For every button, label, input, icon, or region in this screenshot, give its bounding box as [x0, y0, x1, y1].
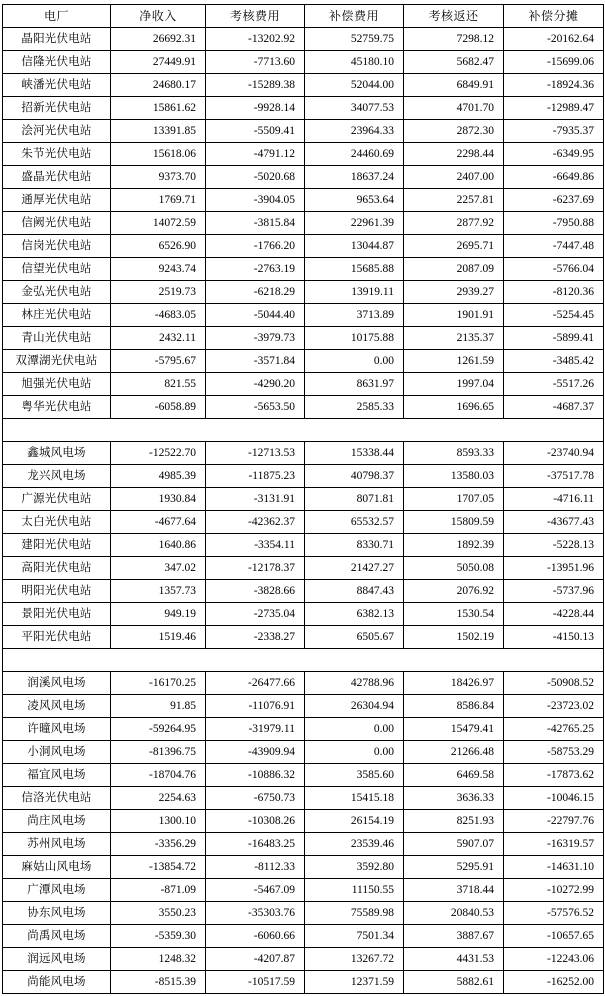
table-row[interactable] [3, 879, 604, 902]
cell-compensation-share: -13951.96 [504, 557, 604, 580]
cell-assessment-cost: -16483.25 [206, 833, 305, 856]
cell-assessment-cost: -4207.87 [206, 948, 305, 971]
column-header-assessment-cost: 考核费用 [206, 5, 305, 28]
table-row[interactable] [3, 787, 604, 810]
cell-assessment-cost: -8112.33 [206, 856, 305, 879]
table-row[interactable] [3, 511, 604, 534]
cell-assessment-return: 15809.59 [404, 511, 504, 534]
table-row[interactable] [3, 373, 604, 396]
cell-compensation-share: -12243.06 [504, 948, 604, 971]
cell-net-income: -6058.89 [111, 396, 206, 419]
cell-net-income: 1519.46 [111, 626, 206, 649]
table-row[interactable] [3, 741, 604, 764]
cell-compensation-share: -58753.29 [504, 741, 604, 764]
cell-net-income: 24680.17 [111, 74, 206, 97]
cell-net-income: -59264.95 [111, 718, 206, 741]
cell-assessment-return: 5907.07 [404, 833, 504, 856]
cell-compensation-cost: 15685.88 [305, 258, 404, 281]
table-row[interactable] [3, 925, 604, 948]
cell-assessment-return: 1997.04 [404, 373, 504, 396]
cell-compensation-cost: 22961.39 [305, 212, 404, 235]
cell-assessment-return: 5682.47 [404, 51, 504, 74]
cell-assessment-cost: -5509.41 [206, 120, 305, 143]
cell-plant-name: 通厚光伏电站 [3, 189, 111, 212]
cell-net-income: 821.55 [111, 373, 206, 396]
cell-compensation-share: -43677.43 [504, 511, 604, 534]
cell-compensation-cost: 10175.88 [305, 327, 404, 350]
cell-plant-name: 林庄光伏电站 [3, 304, 111, 327]
header-row [3, 5, 604, 28]
cell-plant-name: 明阳光伏电站 [3, 580, 111, 603]
cell-net-income: 4985.39 [111, 465, 206, 488]
cell-compensation-share: -10657.65 [504, 925, 604, 948]
cell-assessment-return: 20840.53 [404, 902, 504, 925]
cell-assessment-cost: -2338.27 [206, 626, 305, 649]
table-row[interactable] [3, 166, 604, 189]
cell-assessment-cost: -12178.37 [206, 557, 305, 580]
cell-assessment-cost: -1766.20 [206, 235, 305, 258]
cell-compensation-share: -18924.36 [504, 74, 604, 97]
cell-assessment-cost: -3131.91 [206, 488, 305, 511]
cell-assessment-return: 1707.05 [404, 488, 504, 511]
cell-net-income: 9373.70 [111, 166, 206, 189]
cell-plant-name: 招新光伏电站 [3, 97, 111, 120]
cell-assessment-cost: -13202.92 [206, 28, 305, 51]
cell-compensation-share: -5899.41 [504, 327, 604, 350]
cell-plant-name: 信隆光伏电站 [3, 51, 111, 74]
cell-assessment-return: 5295.91 [404, 856, 504, 879]
cell-compensation-share: -14631.10 [504, 856, 604, 879]
table-body [3, 28, 604, 994]
cell-assessment-cost: -7713.60 [206, 51, 305, 74]
cell-compensation-share: -23723.02 [504, 695, 604, 718]
cell-plant-name: 鑫城风电场 [3, 442, 111, 465]
cell-compensation-share: -50908.52 [504, 672, 604, 695]
table-row[interactable] [3, 833, 604, 856]
cell-plant-name: 朱节光伏电站 [3, 143, 111, 166]
cell-assessment-return: 13580.03 [404, 465, 504, 488]
cell-net-income: 2432.11 [111, 327, 206, 350]
cell-compensation-cost: 6505.67 [305, 626, 404, 649]
cell-assessment-return: 5882.61 [404, 971, 504, 994]
cell-plant-name: 凌风风电场 [3, 695, 111, 718]
cell-plant-name: 峡潘光伏电站 [3, 74, 111, 97]
cell-compensation-cost: 65532.57 [305, 511, 404, 534]
table-row[interactable] [3, 28, 604, 51]
cell-compensation-share: -5737.96 [504, 580, 604, 603]
cell-net-income: -5359.30 [111, 925, 206, 948]
cell-net-income: 1300.10 [111, 810, 206, 833]
cell-compensation-cost: 23539.46 [305, 833, 404, 856]
cell-net-income: 26692.31 [111, 28, 206, 51]
table-row[interactable] [3, 74, 604, 97]
cell-assessment-cost: -10886.32 [206, 764, 305, 787]
cell-net-income: -16170.25 [111, 672, 206, 695]
table-row[interactable] [3, 810, 604, 833]
cell-compensation-cost: 23964.33 [305, 120, 404, 143]
cell-net-income: -12522.70 [111, 442, 206, 465]
table-row[interactable] [3, 764, 604, 787]
table-row[interactable] [3, 465, 604, 488]
cell-compensation-share: -15699.06 [504, 51, 604, 74]
cell-net-income: 91.85 [111, 695, 206, 718]
cell-assessment-return: 2407.00 [404, 166, 504, 189]
cell-plant-name: 苏州风电场 [3, 833, 111, 856]
cell-plant-name: 尚禹风电场 [3, 925, 111, 948]
cell-assessment-cost: -3904.05 [206, 189, 305, 212]
cell-compensation-share: -5254.45 [504, 304, 604, 327]
cell-net-income: -13854.72 [111, 856, 206, 879]
table-group-separator-cell [3, 649, 604, 672]
cell-compensation-cost: 0.00 [305, 741, 404, 764]
cell-plant-name: 尚能风电场 [3, 971, 111, 994]
cell-assessment-return: 2087.09 [404, 258, 504, 281]
table-row[interactable] [3, 442, 604, 465]
cell-plant-name: 广潭风电场 [3, 879, 111, 902]
cell-net-income: 949.19 [111, 603, 206, 626]
cell-net-income: -5795.67 [111, 350, 206, 373]
cell-net-income: -81396.75 [111, 741, 206, 764]
cell-assessment-cost: -10517.59 [206, 971, 305, 994]
cell-compensation-share: -7950.88 [504, 212, 604, 235]
table-row[interactable] [3, 718, 604, 741]
cell-net-income: 27449.91 [111, 51, 206, 74]
cell-compensation-share: -6237.69 [504, 189, 604, 212]
cell-assessment-return: 18426.97 [404, 672, 504, 695]
table-group-separator [3, 419, 604, 442]
cell-compensation-cost: 45180.10 [305, 51, 404, 74]
cell-compensation-share: -4228.44 [504, 603, 604, 626]
cell-compensation-share: -16319.57 [504, 833, 604, 856]
cell-compensation-share: -37517.78 [504, 465, 604, 488]
column-header-compensation-share: 补偿分摊 [504, 5, 604, 28]
cell-compensation-share: -6649.86 [504, 166, 604, 189]
cell-assessment-cost: -26477.66 [206, 672, 305, 695]
cell-assessment-cost: -15289.38 [206, 74, 305, 97]
table-row[interactable] [3, 235, 604, 258]
cell-plant-name: 太白光伏电站 [3, 511, 111, 534]
cell-compensation-share: -5766.04 [504, 258, 604, 281]
cell-compensation-cost: 3592.80 [305, 856, 404, 879]
cell-net-income: -4677.64 [111, 511, 206, 534]
table-group-separator [3, 649, 604, 672]
cell-compensation-cost: 75589.98 [305, 902, 404, 925]
cell-compensation-cost: 13919.11 [305, 281, 404, 304]
cell-assessment-return: 4701.70 [404, 97, 504, 120]
cell-compensation-cost: 3713.89 [305, 304, 404, 327]
table-row[interactable] [3, 143, 604, 166]
cell-assessment-cost: -10308.26 [206, 810, 305, 833]
table-row[interactable] [3, 557, 604, 580]
table-row[interactable] [3, 626, 604, 649]
cell-plant-name: 协东风电场 [3, 902, 111, 925]
table-row[interactable] [3, 350, 604, 373]
cell-compensation-share: -22797.76 [504, 810, 604, 833]
cell-compensation-cost: 21427.27 [305, 557, 404, 580]
table-row[interactable] [3, 971, 604, 994]
cell-assessment-cost: -2735.04 [206, 603, 305, 626]
cell-compensation-cost: 8330.71 [305, 534, 404, 557]
cell-assessment-cost: -6218.29 [206, 281, 305, 304]
cell-plant-name: 盛晶光伏电站 [3, 166, 111, 189]
cell-compensation-cost: 9653.64 [305, 189, 404, 212]
cell-compensation-share: -7447.48 [504, 235, 604, 258]
cell-net-income: 1248.32 [111, 948, 206, 971]
cell-assessment-return: 2872.30 [404, 120, 504, 143]
cell-compensation-share: -8120.36 [504, 281, 604, 304]
cell-assessment-return: 6469.58 [404, 764, 504, 787]
cell-plant-name: 晶阳光伏电站 [3, 28, 111, 51]
cell-net-income: -4683.05 [111, 304, 206, 327]
table-row[interactable] [3, 304, 604, 327]
cell-compensation-cost: 26154.19 [305, 810, 404, 833]
cell-assessment-cost: -4290.20 [206, 373, 305, 396]
table-row[interactable] [3, 51, 604, 74]
cell-plant-name: 麻姑山风电场 [3, 856, 111, 879]
cell-plant-name: 信阙光伏电站 [3, 212, 111, 235]
cell-compensation-share: -57576.52 [504, 902, 604, 925]
cell-compensation-share: -4150.13 [504, 626, 604, 649]
cell-assessment-return: 3636.33 [404, 787, 504, 810]
cell-plant-name: 尚庄风电场 [3, 810, 111, 833]
cell-assessment-cost: -3815.84 [206, 212, 305, 235]
cell-compensation-cost: 18637.24 [305, 166, 404, 189]
cell-assessment-return: 2877.92 [404, 212, 504, 235]
cell-compensation-share: -5517.26 [504, 373, 604, 396]
cell-compensation-share: -12989.47 [504, 97, 604, 120]
cell-assessment-cost: -2763.19 [206, 258, 305, 281]
cell-compensation-share: -3485.42 [504, 350, 604, 373]
cell-assessment-return: 2135.37 [404, 327, 504, 350]
cell-assessment-return: 3718.44 [404, 879, 504, 902]
cell-assessment-return: 6849.91 [404, 74, 504, 97]
cell-compensation-cost: 2585.33 [305, 396, 404, 419]
table-row[interactable] [3, 603, 604, 626]
table-row[interactable] [3, 534, 604, 557]
cell-compensation-cost: 3585.60 [305, 764, 404, 787]
cell-plant-name: 景阳光伏电站 [3, 603, 111, 626]
cell-assessment-cost: -5044.40 [206, 304, 305, 327]
cell-net-income: 1769.71 [111, 189, 206, 212]
cell-assessment-cost: -3354.11 [206, 534, 305, 557]
cell-assessment-return: 8593.33 [404, 442, 504, 465]
cell-compensation-cost: 8847.43 [305, 580, 404, 603]
cell-compensation-cost: 13267.72 [305, 948, 404, 971]
cell-assessment-return: 5050.08 [404, 557, 504, 580]
cell-compensation-cost: 7501.34 [305, 925, 404, 948]
table-row[interactable] [3, 948, 604, 971]
cell-assessment-cost: -42362.37 [206, 511, 305, 534]
cell-assessment-return: 2076.92 [404, 580, 504, 603]
table-row[interactable] [3, 672, 604, 695]
table-row[interactable] [3, 580, 604, 603]
cell-assessment-return: 7298.12 [404, 28, 504, 51]
cell-compensation-share: -23740.94 [504, 442, 604, 465]
cell-net-income: 9243.74 [111, 258, 206, 281]
cell-compensation-cost: 12371.59 [305, 971, 404, 994]
cell-net-income: 2254.63 [111, 787, 206, 810]
cell-compensation-share: -10272.99 [504, 879, 604, 902]
table-row[interactable] [3, 97, 604, 120]
cell-compensation-cost: 6382.13 [305, 603, 404, 626]
cell-assessment-return: 1530.54 [404, 603, 504, 626]
cell-assessment-cost: -5653.50 [206, 396, 305, 419]
cell-compensation-cost: 0.00 [305, 718, 404, 741]
cell-assessment-cost: -3571.84 [206, 350, 305, 373]
cell-compensation-cost: 24460.69 [305, 143, 404, 166]
cell-net-income: 15618.06 [111, 143, 206, 166]
cell-net-income: 14072.59 [111, 212, 206, 235]
cell-net-income: -8515.39 [111, 971, 206, 994]
cell-assessment-return: 15479.41 [404, 718, 504, 741]
cell-net-income: 347.02 [111, 557, 206, 580]
cell-compensation-share: -17873.62 [504, 764, 604, 787]
cell-assessment-return: 2695.71 [404, 235, 504, 258]
cell-net-income: 1640.86 [111, 534, 206, 557]
cell-compensation-cost: 52044.00 [305, 74, 404, 97]
cell-assessment-cost: -3828.66 [206, 580, 305, 603]
cell-assessment-return: 2298.44 [404, 143, 504, 166]
cell-plant-name: 信洛光伏电站 [3, 787, 111, 810]
cell-compensation-cost: 52759.75 [305, 28, 404, 51]
cell-compensation-cost: 34077.53 [305, 97, 404, 120]
column-header-compensation-cost: 补偿费用 [305, 5, 404, 28]
cell-compensation-share: -16252.00 [504, 971, 604, 994]
cell-assessment-cost: -9928.14 [206, 97, 305, 120]
cell-assessment-cost: -3979.73 [206, 327, 305, 350]
table-row[interactable] [3, 120, 604, 143]
table-row[interactable] [3, 488, 604, 511]
cell-assessment-cost: -6750.73 [206, 787, 305, 810]
table-row[interactable] [3, 212, 604, 235]
cell-assessment-return: 2939.27 [404, 281, 504, 304]
table-row[interactable] [3, 902, 604, 925]
cell-compensation-cost: 15415.18 [305, 787, 404, 810]
cell-compensation-cost: 15338.44 [305, 442, 404, 465]
cell-compensation-cost: 0.00 [305, 350, 404, 373]
cell-assessment-cost: -5020.68 [206, 166, 305, 189]
cell-plant-name: 旭强光伏电站 [3, 373, 111, 396]
table-row[interactable] [3, 281, 604, 304]
cell-compensation-share: -20162.64 [504, 28, 604, 51]
column-header-assessment-return: 考核返还 [404, 5, 504, 28]
cell-assessment-return: 4431.53 [404, 948, 504, 971]
cell-net-income: 6526.90 [111, 235, 206, 258]
cell-compensation-cost: 13044.87 [305, 235, 404, 258]
table-group-separator-cell [3, 419, 604, 442]
cell-compensation-cost: 26304.94 [305, 695, 404, 718]
cell-plant-name: 信望光伏电站 [3, 258, 111, 281]
column-header-plant: 电厂 [3, 5, 111, 28]
cell-plant-name: 小洞风电场 [3, 741, 111, 764]
cell-plant-name: 建阳光伏电站 [3, 534, 111, 557]
cell-plant-name: 龙兴风电场 [3, 465, 111, 488]
cell-net-income: -871.09 [111, 879, 206, 902]
cell-compensation-cost: 40798.37 [305, 465, 404, 488]
cell-plant-name: 福宜风电场 [3, 764, 111, 787]
power-plant-table [2, 4, 604, 994]
cell-net-income: -18704.76 [111, 764, 206, 787]
cell-assessment-cost: -6060.66 [206, 925, 305, 948]
cell-net-income: 1357.73 [111, 580, 206, 603]
cell-plant-name: 广源光伏电站 [3, 488, 111, 511]
cell-assessment-cost: -4791.12 [206, 143, 305, 166]
cell-compensation-cost: 8631.97 [305, 373, 404, 396]
cell-compensation-share: -42765.25 [504, 718, 604, 741]
cell-assessment-cost: -11875.23 [206, 465, 305, 488]
cell-net-income: 3550.23 [111, 902, 206, 925]
cell-compensation-share: -4716.11 [504, 488, 604, 511]
cell-assessment-return: 8251.93 [404, 810, 504, 833]
cell-compensation-share: -10046.15 [504, 787, 604, 810]
table-row[interactable] [3, 258, 604, 281]
cell-compensation-share: -6349.95 [504, 143, 604, 166]
cell-plant-name: 高阳光伏电站 [3, 557, 111, 580]
cell-assessment-return: 21266.48 [404, 741, 504, 764]
cell-net-income: 13391.85 [111, 120, 206, 143]
table-row[interactable] [3, 695, 604, 718]
cell-net-income: 15861.62 [111, 97, 206, 120]
cell-assessment-return: 3887.67 [404, 925, 504, 948]
cell-net-income: -3356.29 [111, 833, 206, 856]
cell-plant-name: 信岗光伏电站 [3, 235, 111, 258]
cell-assessment-cost: -43909.94 [206, 741, 305, 764]
cell-plant-name: 浍河光伏电站 [3, 120, 111, 143]
cell-assessment-cost: -31979.11 [206, 718, 305, 741]
cell-assessment-return: 1901.91 [404, 304, 504, 327]
cell-compensation-share: -5228.13 [504, 534, 604, 557]
cell-plant-name: 润溪风电场 [3, 672, 111, 695]
cell-assessment-cost: -12713.53 [206, 442, 305, 465]
cell-assessment-cost: -11076.91 [206, 695, 305, 718]
table-row[interactable] [3, 396, 604, 419]
cell-assessment-cost: -5467.09 [206, 879, 305, 902]
cell-assessment-return: 1696.65 [404, 396, 504, 419]
cell-assessment-return: 1261.59 [404, 350, 504, 373]
table-row[interactable] [3, 327, 604, 350]
table-header [3, 5, 604, 28]
cell-plant-name: 润远风电场 [3, 948, 111, 971]
cell-compensation-cost: 8071.81 [305, 488, 404, 511]
cell-assessment-return: 8586.84 [404, 695, 504, 718]
cell-compensation-cost: 42788.96 [305, 672, 404, 695]
column-header-net-income: 净收入 [111, 5, 206, 28]
cell-plant-name: 金弘光伏电站 [3, 281, 111, 304]
table-row[interactable] [3, 856, 604, 879]
cell-plant-name: 许曈风电场 [3, 718, 111, 741]
cell-compensation-share: -4687.37 [504, 396, 604, 419]
cell-net-income: 2519.73 [111, 281, 206, 304]
cell-plant-name: 平阳光伏电站 [3, 626, 111, 649]
cell-assessment-return: 1502.19 [404, 626, 504, 649]
cell-net-income: 1930.84 [111, 488, 206, 511]
cell-compensation-cost: 11150.55 [305, 879, 404, 902]
cell-compensation-share: -7935.37 [504, 120, 604, 143]
table-row[interactable] [3, 189, 604, 212]
cell-assessment-cost: -35303.76 [206, 902, 305, 925]
cell-assessment-return: 1892.39 [404, 534, 504, 557]
cell-plant-name: 青山光伏电站 [3, 327, 111, 350]
cell-plant-name: 粤华光伏电站 [3, 396, 111, 419]
cell-assessment-return: 2257.81 [404, 189, 504, 212]
cell-plant-name: 双潭湖光伏电站 [3, 350, 111, 373]
